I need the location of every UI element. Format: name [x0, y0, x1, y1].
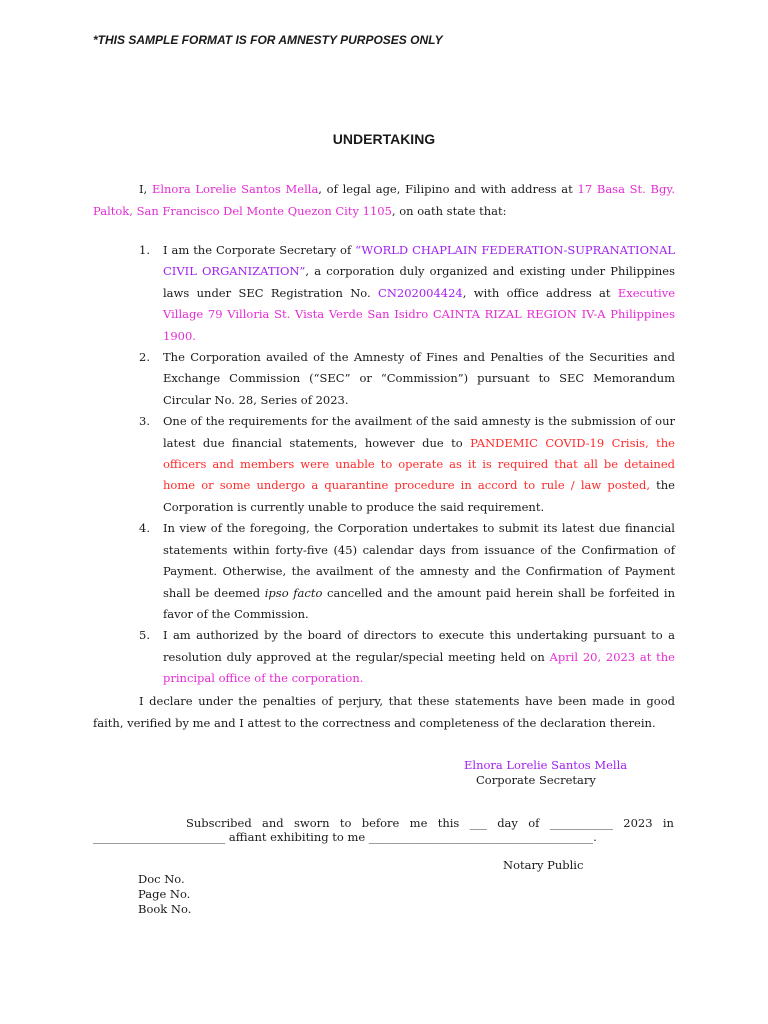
sec-registration-number: CN202004424: [378, 285, 463, 300]
item-text: , with office address at: [462, 285, 618, 300]
sworn-statement-line2: _______________________ affiant exhibiting to me _______________________________________.: [93, 830, 597, 844]
sample-notice: *THIS SAMPLE FORMAT IS FOR AMNESTY PURPOSES ONLY: [93, 33, 443, 47]
item-text: One of the requirements for the availment of the said amnesty is the submission of our latest due financial statements, however due to: [163, 414, 675, 450]
notary-public-label: Notary Public: [503, 858, 584, 872]
item-text: the Corporation is currently unable to produce the said requirement.: [163, 478, 675, 514]
item-number: 5.: [139, 628, 150, 643]
sworn-word: Subscribed: [186, 816, 252, 830]
list-item: [93, 240, 675, 347]
intro-suffix: , on oath state that:: [391, 204, 507, 218]
sworn-word: of: [528, 816, 540, 830]
item-number: 2.: [139, 350, 150, 365]
sworn-word: day: [497, 816, 518, 830]
sworn-blank: ___: [469, 816, 487, 830]
list-item: [93, 347, 675, 411]
item-text: In view of the foregoing, the Corporation undertakes to submit its latest due financial statements within forty-five (45) calendar days from issuance of the Confirmation of Payment. Otherwise, the availment of the amnesty and the Confirmation of Payment shall be deemed: [163, 521, 675, 600]
sworn-word: sworn: [293, 816, 330, 830]
sworn-word: and: [262, 816, 284, 830]
intro-mid: , of legal age, Filipino and with address at: [318, 182, 578, 196]
declaration-paragraph: I declare under the penalties of perjury, that these statements have been made in good faith, verified by me and I attest to the correctness and completeness of the declaration therein.: [93, 694, 675, 730]
item-text: cancelled and the amount paid herein shall be forfeited in favor of the Commission.: [163, 585, 675, 621]
pandemic-reason: PANDEMIC COVID-19 Crisis, the officers and members were unable to operate as it is required that all be detained home or some undergo a quarantine procedure in accord to rule / law posted,: [163, 435, 675, 493]
intro-prefix: I,: [139, 182, 152, 196]
sworn-word: me: [409, 816, 428, 830]
corporation-name: “WORLD CHAPLAIN FEDERATION-SUPRANATIONAL CIVIL ORGANIZATION”: [163, 243, 676, 279]
affiant-name: Elnora Lorelie Santos Mella: [151, 182, 319, 196]
item-number: 1.: [139, 243, 150, 257]
book-number-label: Book No.: [138, 902, 192, 916]
item-number: 4.: [139, 521, 150, 536]
item-number: 3.: [139, 414, 150, 429]
sworn-word: this: [437, 816, 460, 830]
document-title: UNDERTAKING: [332, 131, 436, 147]
signatory-name: Elnora Lorelie Santos Mella: [464, 758, 628, 772]
list-item: [93, 625, 675, 689]
item-text: I am authorized by the board of directors to execute this undertaking pursuant to a resolution duly approved at the regular/special meeting held on: [163, 628, 675, 664]
sworn-word: before: [361, 816, 400, 830]
notarial-register: [138, 872, 191, 917]
ipso-facto-term: ipso facto: [264, 585, 323, 600]
page-number-label: Page No.: [138, 887, 191, 901]
sworn-word: to: [339, 816, 352, 830]
sworn-statement-line1: [186, 816, 674, 830]
signature-block: [464, 758, 627, 788]
meeting-date-place: April 20, 2023 at the principal office of the corporation.: [163, 649, 675, 686]
sworn-year: 2023: [623, 816, 653, 830]
list-item: [93, 518, 675, 625]
sworn-word: in: [662, 816, 674, 830]
doc-number-label: Doc No.: [138, 872, 185, 886]
affiant-address: 17 Basa St. Bgy. Paltok, San Francisco Del Monte Quezon City 1105: [93, 182, 675, 218]
signatory-role: Corporate Secretary: [476, 773, 596, 787]
office-address: Executive Village 79 Villoria St. Vista Verde San Isidro CAINTA RIZAL REGION IV-A Philippines 1900.: [163, 285, 675, 343]
sworn-blank: ___________: [549, 816, 613, 830]
item-text: , a corporation duly organized and existing under Philippines laws under SEC Registration No.: [163, 264, 675, 300]
item-text: The Corporation availed of the Amnesty of Fines and Penalties of the Securities and Exchange Commission (“SEC” or “Commission”) pursuant to SEC Memorandum Circular No. 28, Series of 2023.: [163, 350, 675, 407]
undertaking-list: [93, 240, 675, 690]
item-text: I am the Corporate Secretary of: [163, 243, 356, 257]
intro-paragraph: [93, 178, 675, 222]
list-item: [93, 411, 675, 518]
